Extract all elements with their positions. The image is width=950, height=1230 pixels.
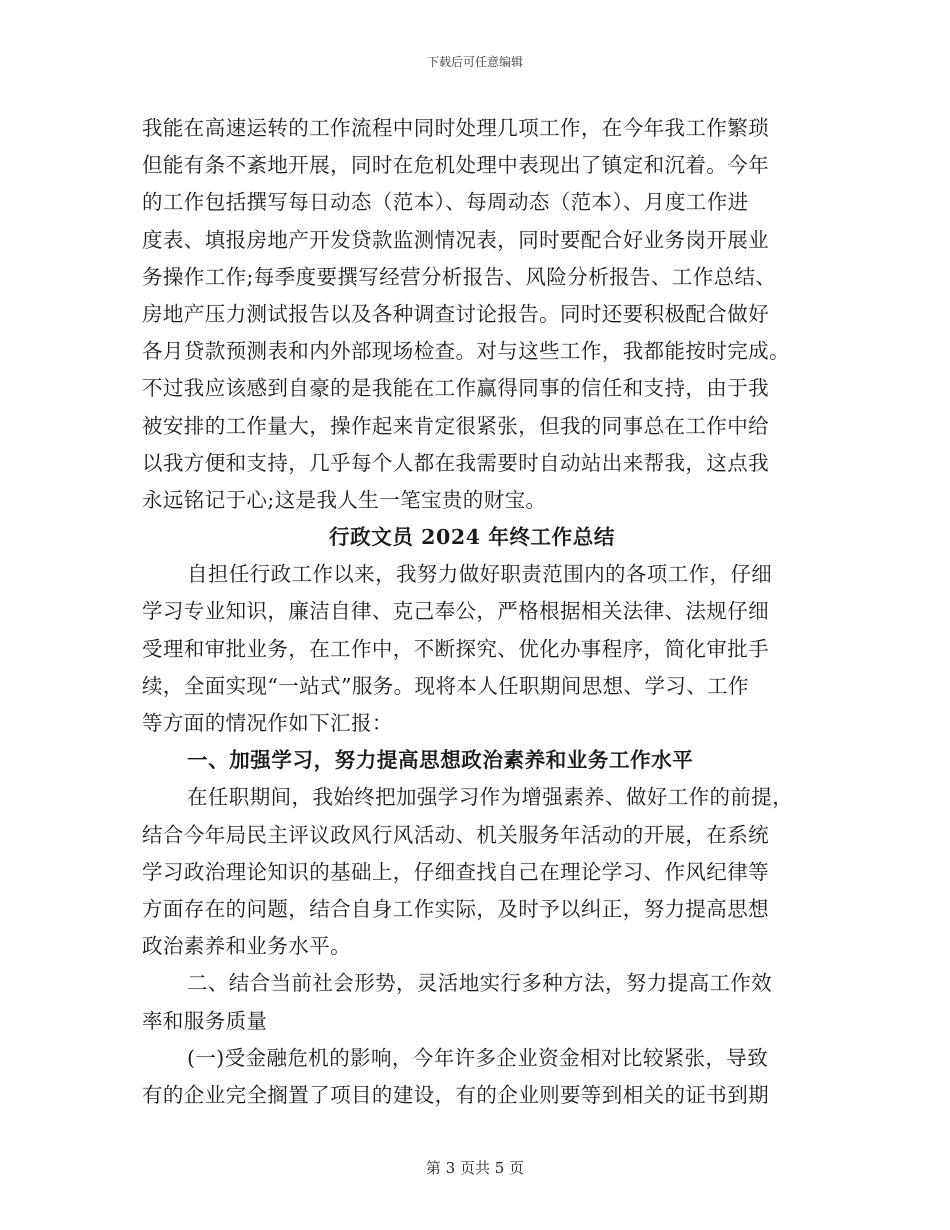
text-line: 房地产压力测试报告以及各种调查讨论报告。同时还要积极配合做好 [142, 301, 769, 326]
page-number: 第 3 页共 5 页 [425, 1159, 525, 1177]
text-line: 有的企业完全搁置了项目的建设，有的企业则要等到相关的证书到期 [142, 1082, 769, 1107]
paragraph-work-description [142, 110, 802, 519]
text-line: 务操作工作;每季度要撰写经营分析报告、风险分析报告、工作总结、 [142, 264, 777, 289]
page-header: 下载后可任意编辑 [426, 55, 523, 69]
text-line: 度表、填报房地产开发贷款监测情况表，同时要配合好业务岗开展业 [142, 227, 769, 252]
document-body [142, 110, 802, 1114]
text-line: 学习专业知识，廉洁自律、克己奉公，严格根据相关法律、法规仔细 [142, 599, 769, 624]
text-line: 但能有条不紊地开展，同时在危机处理中表现出了镇定和沉着。今年 [142, 153, 769, 178]
text-line: 永远铭记于心;这是我人生一笔宝贵的财宝。 [142, 487, 547, 512]
paragraph-study [142, 779, 802, 965]
text-line: 受理和审批业务，在工作中，不断探究、优化办事程序，简化审批手 [142, 636, 769, 661]
text-line: 被安排的工作量大，操作起来肯定很紧张，但我的同事总在工作中给 [142, 413, 769, 438]
text-line: 的工作包括撰写每日动态（范本）、每周动态（范本）、月度工作进 [142, 190, 749, 215]
paragraph-financial-crisis [142, 1040, 802, 1114]
paragraph-introduction [142, 556, 802, 742]
text-line: 方面存在的问题，结合自身工作实际，及时予以纠正，努力提高思想 [142, 896, 769, 921]
text-line: 在任职期间，我始终把加强学习作为增强素养、做好工作的前提， [187, 785, 794, 810]
text-line: 结合今年局民主评议政风行风活动、机关服务年活动的开展，在系统 [142, 822, 769, 847]
text-line: 率和服务质量 [142, 1008, 268, 1033]
text-line: 我能在高速运转的工作流程中同时处理几项工作，在今年我工作繁琐 [142, 116, 769, 140]
text-line: 续，全面实现“一站式”服务。现将本人任职期间思想、学习、工作 [142, 673, 749, 698]
section-title: 行政文员 2024 年终工作总结 [329, 525, 615, 550]
text-line: (一)受金融危机的影响，今年许多企业资金相对比较紧张，导致 [187, 1045, 769, 1070]
text-line: 自担任行政工作以来，我努力做好职责范围内的各项工作，仔细 [187, 562, 773, 587]
section-heading: 一、加强学习，努力提高思想政治素养和业务工作水平 [187, 748, 694, 773]
text-line: 以我方便和支持，几乎每个人都在我需要时自动站出来帮我，这点我 [142, 450, 769, 475]
text-line: 各月贷款预测表和内外部现场检查。对与这些工作，我都能按时完成。 [142, 339, 790, 364]
text-line: 等方面的情况作如下汇报： [142, 711, 393, 735]
text-line: 不过我应该感到自豪的是我能在工作赢得同事的信任和支持，由于我 [142, 376, 769, 401]
paragraph-second-point [142, 965, 802, 1039]
text-line: 学习政治理论知识的基础上，仔细查找自己在理论学习、作风纪律等 [142, 859, 769, 884]
text-line: 政治素养和业务水平。 [142, 934, 351, 959]
text-line: 二、结合当前社会形势，灵活地实行多种方法，努力提高工作效 [187, 971, 773, 996]
